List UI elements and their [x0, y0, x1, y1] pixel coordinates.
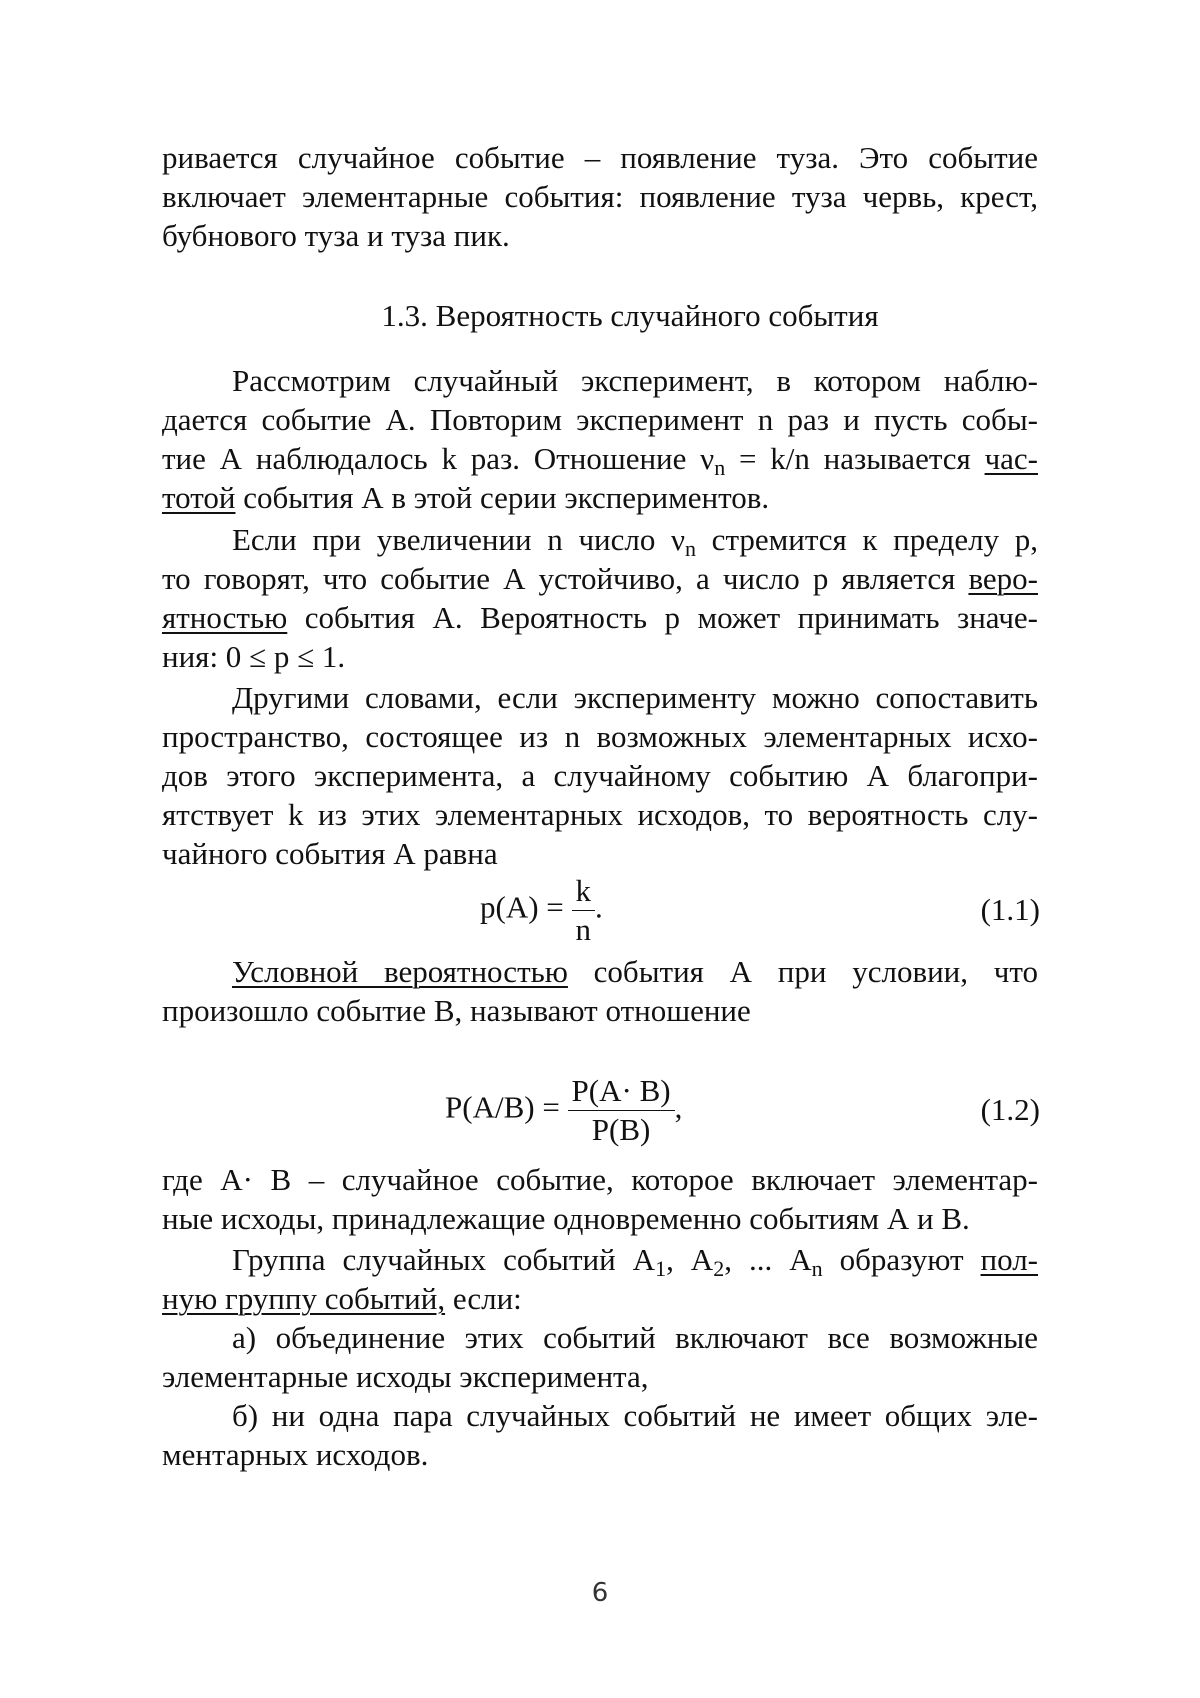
text-line	[162, 1279, 1038, 1318]
text-line: ные исходы, принадлежащие одновременно событиям А и В.	[162, 1201, 970, 1236]
text-line: где A· B – случайное событие, которое включает элементар-	[162, 1162, 1038, 1197]
paragraph-classical-probability	[162, 678, 1038, 873]
text-fragment: Если при увеличении n число ν	[232, 522, 686, 557]
text-line: а) объединение этих событий включают все возможные	[232, 1320, 1038, 1355]
text-fragment: образуют	[822, 1242, 981, 1277]
text-line: дается событие А. Повторим эксперимент n раз и пусть собы-	[162, 402, 1038, 437]
formula-tail: ,	[674, 1089, 683, 1125]
term-complete-group: ную группу событий,	[162, 1281, 446, 1316]
text-fragment: = k/n называется	[725, 441, 985, 476]
formula-lhs: P(A/B) =	[445, 1089, 560, 1125]
page-number: 6	[591, 1578, 609, 1608]
fraction-numerator: k	[572, 872, 596, 911]
text-fragment: то говорят, что событие А устойчиво, а число р является	[162, 561, 969, 596]
paragraph-product-event	[162, 1160, 1038, 1238]
text-fragment: , А	[666, 1242, 714, 1277]
subscript: n	[811, 1256, 823, 1281]
paragraph-conditional-probability	[162, 952, 1038, 1030]
text-line: произошло событие В, называют отношение	[162, 993, 751, 1028]
subscript: n	[685, 536, 697, 561]
text-fragment: события А. Вероятность р может принимать значе-	[287, 600, 1038, 635]
formula-lhs: p(A) =	[480, 889, 572, 925]
text-line	[162, 559, 1038, 598]
paragraph-ace-event	[162, 138, 1038, 255]
fraction-numerator: P(A· B)	[568, 1072, 675, 1111]
formula-tail: .	[595, 889, 603, 925]
text-line	[162, 439, 1038, 478]
formula-1-1	[480, 872, 603, 949]
subscript: n	[714, 455, 726, 480]
text-line	[162, 952, 1038, 991]
text-fragment: события А при условии, что	[567, 954, 1038, 989]
equation-number: (1.2)	[980, 1092, 1040, 1127]
text-line: чайного события А равна	[162, 836, 498, 871]
text-line: Рассмотрим случайный эксперимент, в котором наблю-	[232, 363, 1038, 398]
paragraph-probability-definition	[162, 520, 1038, 676]
term-conditional-probability: Условной вероятностью	[232, 954, 568, 989]
formula-1-2	[445, 1072, 682, 1149]
term-probability: веро-	[968, 561, 1038, 596]
subscript: 2	[713, 1256, 725, 1281]
equation-number: (1.1)	[980, 892, 1040, 927]
text-line: ривается случайное событие – появление туза. Это событие	[162, 140, 1038, 175]
text-fragment: Группа случайных событий А	[232, 1242, 656, 1277]
text-line: ятствует k из этих элементарных исходов, то вероятность слу-	[162, 797, 1038, 832]
text-line: б) ни одна пара случайных событий не имеет общих эле-	[232, 1398, 1038, 1433]
text-fragment: стремится к пределу p,	[696, 522, 1038, 557]
fraction	[568, 1072, 675, 1149]
term-probability: ятностью	[162, 600, 288, 635]
paragraph-condition-b	[162, 1396, 1038, 1474]
term-frequency: тотой	[162, 480, 236, 515]
text-fragment: события А в этой серии экспериментов.	[235, 480, 770, 515]
fraction-denominator: n	[575, 912, 592, 947]
text-fragment: , ... А	[724, 1242, 812, 1277]
term-complete-group: пол-	[980, 1242, 1038, 1277]
text-fragment: тие А наблюдалось k раз. Отношение ν	[162, 441, 715, 476]
section-heading: 1.3. Вероятность случайного события	[381, 298, 879, 333]
subscript: 1	[655, 1256, 667, 1281]
text-line: ния: 0 ≤ p ≤ 1.	[162, 639, 346, 674]
text-line: включает элементарные события: появление туза червь, крест,	[162, 179, 1038, 214]
text-line	[162, 520, 1038, 559]
text-line: пространство, состоящее из n возможных элементарных исхо-	[162, 719, 1038, 754]
fraction-denominator: P(B)	[591, 1112, 651, 1147]
text-line: Другими словами, если эксперименту можно сопоставить	[232, 680, 1038, 715]
text-line: дов этого эксперимента, а случайному событию А благопри-	[162, 758, 1038, 793]
text-fragment: если:	[445, 1281, 522, 1316]
text-line	[162, 1240, 1038, 1279]
paragraph-condition-a	[162, 1318, 1038, 1396]
text-line	[162, 598, 1038, 637]
term-frequency: час-	[984, 441, 1038, 476]
text-line: элементарные исходы эксперимента,	[162, 1359, 649, 1394]
paragraph-frequency	[162, 361, 1038, 517]
paragraph-complete-group	[162, 1240, 1038, 1318]
fraction	[572, 872, 596, 949]
text-line: бубнового туза и туза пик.	[162, 218, 510, 253]
text-line	[162, 478, 1038, 517]
text-line: ментарных исходов.	[162, 1437, 429, 1472]
